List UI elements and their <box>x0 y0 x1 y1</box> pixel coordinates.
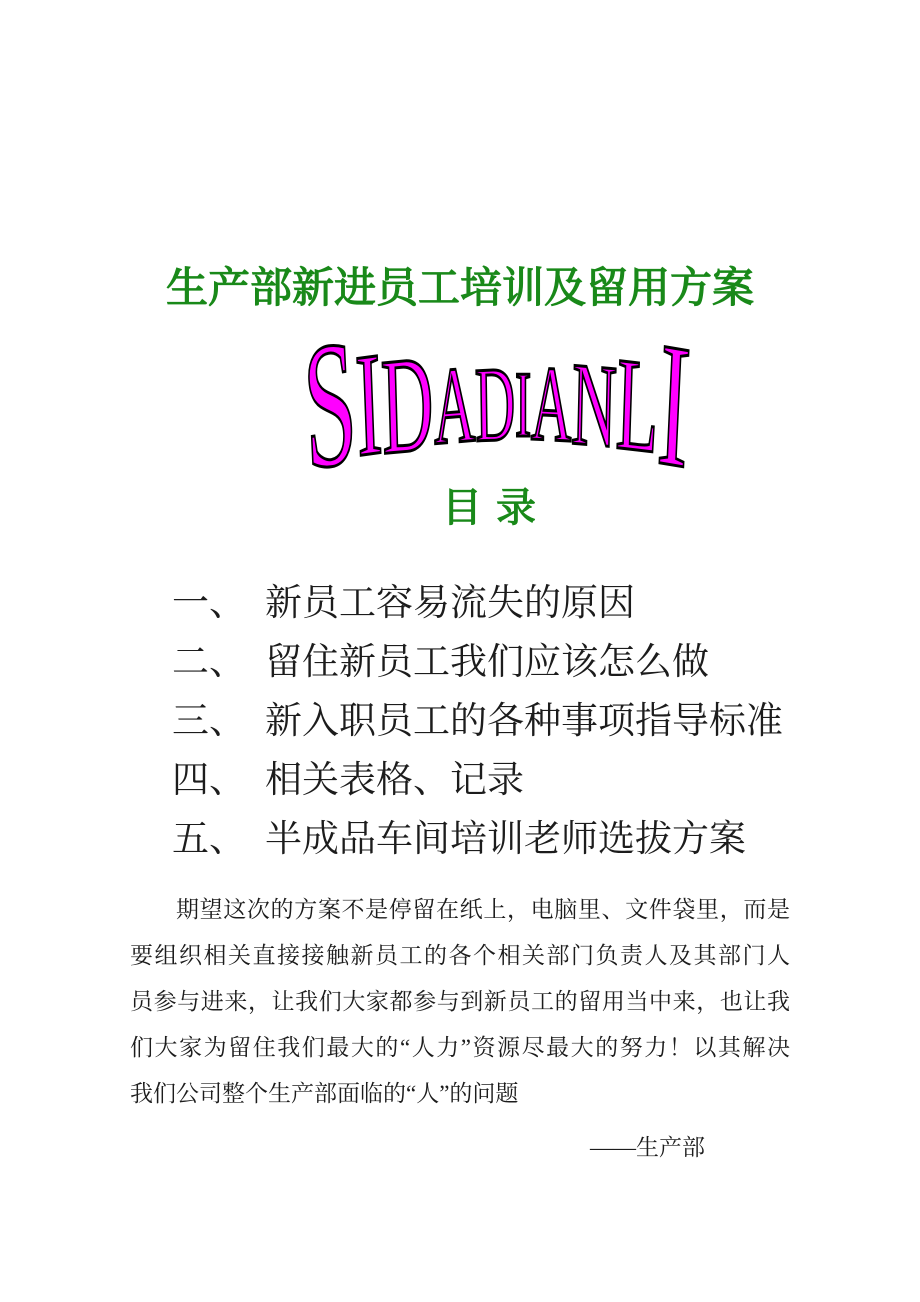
toc-item-number: 四、 <box>172 760 246 801</box>
body-paragraph <box>130 887 790 1171</box>
wordart-letter: D <box>379 325 436 484</box>
toc-item <box>172 762 812 799</box>
toc-item-label: 半成品车间培训老师选拔方案 <box>265 819 746 860</box>
toc-item-number: 二、 <box>172 642 246 683</box>
toc-item-number: 五、 <box>172 819 246 860</box>
wordart-letter: N <box>570 336 619 473</box>
paragraph-line: 要组织相关直接接触新员工的各个相关部门负责人及其部门人 <box>130 943 790 968</box>
wordart-letter: A <box>432 342 477 468</box>
signature-production-dept: ——生产部 <box>590 1135 705 1160</box>
toc-item-number: 一、 <box>172 583 246 624</box>
document-title: 生产部新进员工培训及留用方案 <box>165 266 754 312</box>
paragraph-line: 们大家为留住我们最大的“人力”资源尽最大的努力！以其解决 <box>130 1035 790 1060</box>
paragraph-line: 员参与进来，让我们大家都参与到新员工的留用当中来，也让我 <box>130 989 790 1014</box>
toc-item-label: 新员工容易流失的原因 <box>265 583 635 624</box>
wordart-letter: A <box>530 343 573 466</box>
toc-item-number: 三、 <box>172 701 246 742</box>
paragraph-line: 期望这次的方案不是停留在纸上，电脑里、文件袋里，而是 <box>176 897 790 922</box>
wordart-letter: S <box>299 301 361 508</box>
toc-item <box>172 585 812 622</box>
toc-item-label: 新入职员工的各种事项指导标准 <box>265 701 783 742</box>
wordart-letter: I <box>353 321 385 489</box>
toc-item <box>172 644 812 681</box>
toc-item-label: 相关表格、记录 <box>265 760 524 801</box>
toc-heading: 目 录 <box>442 485 538 530</box>
toc-item-label: 留住新员工我们应该怎么做 <box>265 642 709 683</box>
wordart-letter: L <box>614 328 662 481</box>
wordart-letter: D <box>474 344 516 465</box>
wordart-letter: I <box>515 353 532 457</box>
toc-list <box>172 585 812 880</box>
toc-item <box>172 821 812 858</box>
wordart-letter: I <box>654 303 695 507</box>
paragraph-line: 我们公司整个生产部面临的“人”的问题 <box>130 1081 519 1106</box>
toc-item <box>172 703 812 740</box>
